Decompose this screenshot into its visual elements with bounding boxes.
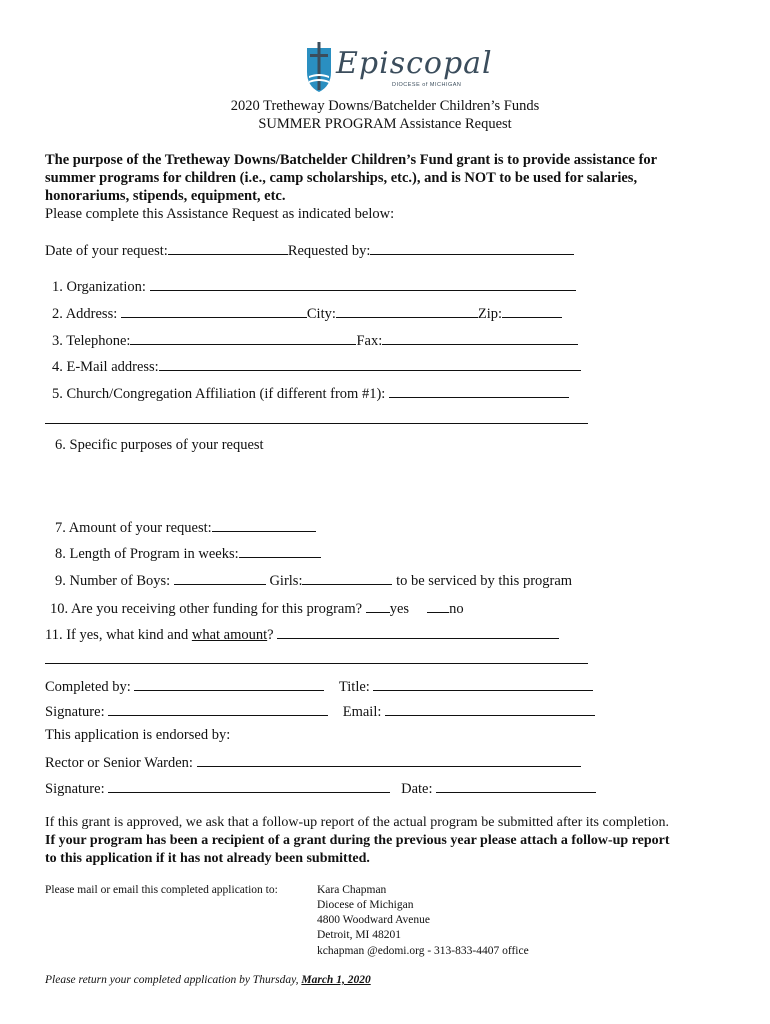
purpose-line-1: The purpose of the Tretheway Downs/Batchelder Children’s Fund grant is to provide assistance for bbox=[45, 152, 658, 168]
purpose-line-2: summer programs for children (i.e., camp scholarships, etc.), and is NOT to be used for salaries, bbox=[45, 170, 638, 186]
form-title: 2020 Tretheway Downs/Batchelder Children’s Funds bbox=[230, 98, 540, 114]
fax-label: Fax: bbox=[356, 333, 383, 349]
requested-by-input[interactable] bbox=[370, 240, 574, 255]
requested-by-label: Requested by: bbox=[287, 243, 371, 259]
amount-input[interactable] bbox=[212, 517, 316, 532]
affiliation-input[interactable] bbox=[389, 383, 569, 398]
endorsed-label: This application is endorsed by: bbox=[45, 727, 231, 743]
return-deadline bbox=[45, 973, 371, 988]
what-amount-label: what amount bbox=[191, 627, 268, 643]
date2-label: Date: bbox=[401, 781, 433, 797]
return-text: Please return your completed application by Thursday, bbox=[45, 974, 299, 986]
organization-row bbox=[52, 276, 576, 296]
rector-input[interactable] bbox=[197, 752, 581, 767]
telephone-input[interactable] bbox=[130, 330, 356, 345]
previous-grant-text-1: If your program has been a recipient of a grant during the previous year please attach a follow-up report bbox=[45, 833, 670, 848]
contact-city: Detroit, MI 48201 bbox=[317, 929, 402, 941]
affiliation-input-line-2[interactable] bbox=[45, 423, 588, 424]
date-input[interactable] bbox=[168, 240, 288, 255]
completed-by-input[interactable] bbox=[134, 676, 324, 691]
girls-input[interactable] bbox=[302, 570, 392, 585]
completed-by-label: Completed by: bbox=[45, 679, 131, 695]
logo-subtitle: DIOCESE of MICHIGAN bbox=[392, 82, 462, 88]
email2-input[interactable] bbox=[385, 701, 595, 716]
signature-label: Signature: bbox=[45, 704, 105, 720]
cross-shield-icon bbox=[304, 42, 334, 94]
no-label: no bbox=[449, 601, 464, 617]
email-label: 4. E-Mail address: bbox=[52, 359, 159, 375]
city-input[interactable] bbox=[336, 303, 478, 318]
length-row bbox=[55, 543, 321, 563]
address-input[interactable] bbox=[121, 303, 307, 318]
zip-label: Zip: bbox=[477, 306, 503, 322]
yes-label: yes bbox=[389, 601, 410, 617]
no-input[interactable] bbox=[427, 598, 449, 613]
if-yes-input[interactable] bbox=[277, 624, 559, 639]
boys-label: 9. Number of Boys: bbox=[55, 573, 171, 589]
title-input[interactable] bbox=[373, 676, 593, 691]
serviced-label: to be serviced by this program bbox=[396, 573, 573, 589]
length-label: 8. Length of Program in weeks: bbox=[55, 546, 239, 562]
email2-label: Email: bbox=[342, 704, 382, 720]
girls-label: Girls: bbox=[269, 573, 303, 589]
signature-row bbox=[45, 701, 595, 721]
signature2-input[interactable] bbox=[108, 778, 390, 793]
previous-grant-text-2: to this application if it has not already been submitted. bbox=[45, 851, 370, 866]
contact-email-phone: kchapman @edomi.org - 313-833-4407 office bbox=[317, 945, 529, 957]
approved-text: If this grant is approved, we ask that a follow-up report of the actual program be submitted after its completion. bbox=[45, 815, 669, 830]
if-yes-input-line-2[interactable] bbox=[45, 663, 588, 664]
completed-by-row bbox=[45, 676, 593, 696]
other-funding-label: 10. Are you receiving other funding for this program? bbox=[50, 601, 363, 617]
telephone-row bbox=[52, 330, 578, 350]
boys-input[interactable] bbox=[174, 570, 266, 585]
zip-input[interactable] bbox=[502, 303, 562, 318]
if-yes-label: 11. If yes, what kind and bbox=[45, 627, 189, 643]
instruction-text: Please complete this Assistance Request as indicated below: bbox=[45, 206, 395, 222]
boys-girls-row bbox=[55, 570, 572, 590]
fax-input[interactable] bbox=[382, 330, 578, 345]
organization-label: 1. Organization: bbox=[52, 279, 146, 295]
address-row bbox=[52, 303, 562, 323]
logo-wordmark: Episcopal bbox=[336, 46, 493, 81]
amount-row bbox=[55, 517, 316, 537]
city-label: City: bbox=[306, 306, 336, 322]
date2-input[interactable] bbox=[436, 778, 596, 793]
rector-row bbox=[45, 752, 581, 772]
telephone-label: 3. Telephone: bbox=[52, 333, 131, 349]
contact-org: Diocese of Michigan bbox=[317, 899, 414, 911]
signature-input[interactable] bbox=[108, 701, 328, 716]
rector-label: Rector or Senior Warden: bbox=[45, 755, 193, 771]
other-funding-row bbox=[50, 598, 464, 618]
amount-label: 7. Amount of your request: bbox=[55, 520, 212, 536]
yes-input[interactable] bbox=[366, 598, 390, 613]
email-input[interactable] bbox=[159, 356, 581, 371]
purposes-input-area[interactable] bbox=[55, 458, 585, 508]
length-input[interactable] bbox=[239, 543, 321, 558]
email-row bbox=[52, 356, 581, 376]
title-label: Title: bbox=[338, 679, 370, 695]
contact-name: Kara Chapman bbox=[317, 884, 387, 896]
affiliation-label: 5. Church/Congregation Affiliation (if different from #1): bbox=[52, 386, 386, 402]
contact-street: 4800 Woodward Avenue bbox=[317, 914, 430, 926]
episcopal-logo bbox=[300, 40, 493, 98]
date-label: Date of your request: bbox=[45, 243, 168, 259]
if-yes-row bbox=[45, 624, 559, 644]
affiliation-row bbox=[52, 383, 569, 403]
address-label: 2. Address: bbox=[52, 306, 118, 322]
question-mark: ? bbox=[267, 627, 274, 643]
purposes-label: 6. Specific purposes of your request bbox=[55, 437, 264, 453]
return-date: March 1, 2020 bbox=[301, 974, 371, 986]
organization-input[interactable] bbox=[150, 276, 576, 291]
purpose-line-3: honorariums, stipends, equipment, etc. bbox=[45, 188, 286, 204]
signature2-row bbox=[45, 778, 596, 798]
date-row bbox=[45, 240, 574, 260]
signature2-label: Signature: bbox=[45, 781, 105, 797]
mail-label: Please mail or email this completed application to: bbox=[45, 884, 278, 896]
form-subtitle: SUMMER PROGRAM Assistance Request bbox=[258, 116, 512, 132]
